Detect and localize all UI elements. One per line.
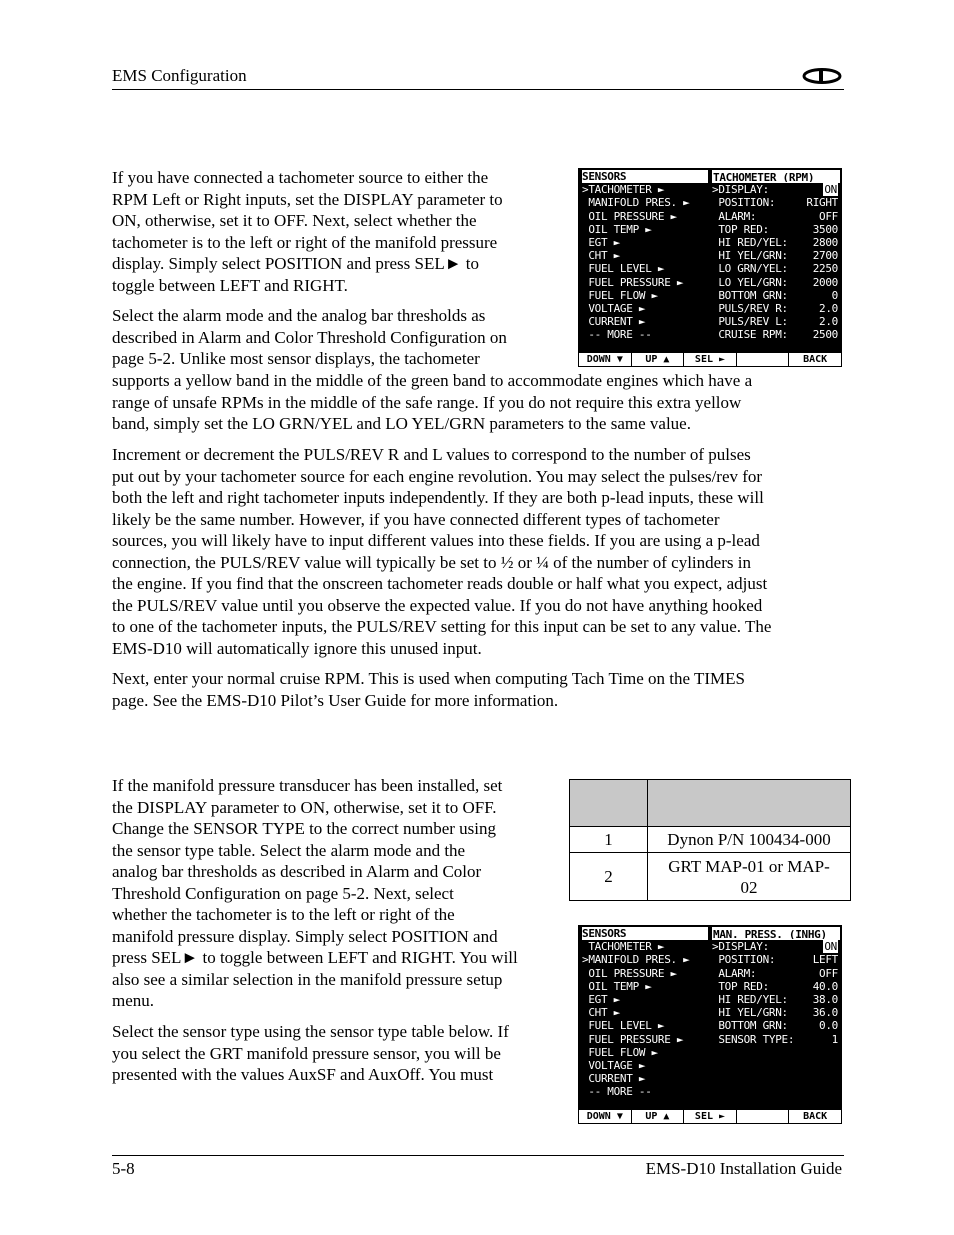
text-line: also see a similar selection in the manifold pressure setup (112, 969, 503, 989)
parameter-label: PULS/REV L: (712, 315, 788, 329)
panel-title: MAN. PRESS. (INHG) (712, 927, 840, 940)
page-footer (112, 1155, 844, 1178)
parameter-value: ON (824, 183, 837, 197)
menu-item: OIL PRESSURE ► (582, 209, 677, 223)
softkey-up: UP ▲ (632, 1109, 685, 1123)
parameter-label: POSITION: (712, 196, 776, 210)
parameter-value: RIGHT (806, 196, 838, 210)
text-line: whether the tachometer is to the left or right of the (112, 905, 455, 924)
text-line: described in Alarm and Color Threshold Configuration on (112, 327, 507, 347)
parameter-value: 3500 (812, 222, 838, 236)
dynon-logo-icon (802, 68, 842, 84)
menu-item: CHT ► (582, 1006, 620, 1020)
text-line: the PULS/REV value until you observe the expected value. If you do not have anything hooked (112, 595, 763, 615)
parameter-value: 2.0 (819, 301, 838, 315)
text-line: manifold pressure display. Simply select POSITION and (112, 926, 498, 946)
text-line: page 5-2. Unlike most sensor displays, the tachometer (112, 349, 480, 368)
parameter-row (712, 940, 840, 953)
menu-item: FUEL LEVEL ► (582, 1019, 665, 1033)
menu-item: -- MORE -- (582, 1085, 652, 1099)
parameter-value: LEFT (812, 953, 838, 967)
text-line: Next, enter your normal cruise RPM. This is used when computing Tach Time on the TIMES (112, 669, 745, 688)
parameter-row (712, 980, 840, 993)
tachometer-setup-screen (578, 168, 842, 367)
sensor-description: Dynon P/N 100434-000 (648, 827, 851, 853)
text-line: the sensor type table. Select the alarm mode and the (112, 840, 466, 860)
text-line: Select the alarm mode and the analog bar thresholds as (112, 306, 486, 325)
parameter-value: 38.0 (812, 992, 838, 1006)
softkey-bar (579, 1109, 841, 1123)
menu-item: OIL PRESSURE ► (582, 966, 677, 980)
menu-item: EGT ► (582, 992, 620, 1006)
page-number: 5-8 (112, 1159, 135, 1178)
sensors-menu (582, 170, 708, 341)
text-line: tachometer is to the left or right of the manifold pressure (112, 232, 498, 252)
text-line: EMS-D10 will automatically ignore this unused input. (112, 638, 482, 658)
menu-item: CURRENT ► (582, 315, 646, 329)
panel-title: TACHOMETER (RPM) (712, 170, 840, 183)
menu-item: VOLTAGE ► (582, 301, 646, 315)
parameter-row (712, 236, 840, 249)
parameter-label: HI YEL/GRN: (712, 1006, 788, 1020)
parameter-row (712, 262, 840, 275)
page-header (112, 64, 844, 90)
parameter-value: 1 (831, 1032, 838, 1046)
menu-item: >MANIFOLD PRES. ► (582, 953, 690, 967)
sensor-type-table (569, 779, 851, 901)
text-line: the DISPLAY parameter to ON, otherwise, set it to OFF. (112, 797, 497, 817)
text-line: Threshold Configuration on page 5-2. Next, select (112, 883, 454, 903)
softkey-sel: SEL ► (684, 352, 737, 366)
parameter-row (712, 223, 840, 236)
map-paragraph-2 (112, 1021, 509, 1086)
parameter-row (712, 210, 840, 223)
menu-item: CURRENT ► (582, 1072, 646, 1086)
parameter-row (712, 249, 840, 262)
softkey-down: DOWN ▼ (579, 1109, 632, 1123)
parameter-value: 0 (831, 288, 838, 302)
text-line: to one of the tachometer inputs, the PULS/REV setting for this input can be set to any value. The (112, 617, 772, 636)
parameter-label: POSITION: (712, 953, 776, 967)
parameter-label: BOTTOM GRN: (712, 1019, 788, 1033)
parameter-row (712, 183, 840, 196)
parameter-value: OFF (819, 209, 838, 223)
parameter-label: >DISPLAY: (712, 940, 769, 954)
manifold-pressure-parameters (712, 927, 840, 1046)
parameter-value: ON (824, 940, 837, 954)
text-line: display. Simply select POSITION and press SEL► to (112, 254, 480, 273)
menu-item: OIL TEMP ► (582, 979, 652, 993)
parameter-value: 2250 (812, 262, 838, 276)
menu-item: OIL TEMP ► (582, 222, 652, 236)
parameter-row (712, 315, 840, 328)
text-line: If you have connected a tachometer source to either the (112, 168, 489, 187)
parameter-row (712, 993, 840, 1006)
tach-paragraph-4 (112, 668, 745, 711)
softkey-blank (737, 1109, 790, 1123)
text-line: analog bar thresholds as described in Alarm and Color (112, 862, 482, 881)
parameter-label: ALARM: (712, 966, 757, 980)
parameter-row (712, 967, 840, 980)
softkey-bar (579, 352, 841, 366)
parameter-label: PULS/REV R: (712, 301, 788, 315)
parameter-label: >DISPLAY: (712, 183, 769, 197)
parameter-value: 2.0 (819, 315, 838, 329)
parameter-label: TOP RED: (712, 979, 769, 993)
menu-item: FUEL LEVEL ► (582, 262, 665, 276)
text-line: you select the GRT manifold pressure sensor, you will be (112, 1043, 501, 1063)
parameter-label: TOP RED: (712, 222, 769, 236)
menu-item: FUEL PRESSURE ► (582, 1032, 684, 1046)
menu-item: -- MORE -- (582, 328, 652, 342)
parameter-label: SENSOR TYPE: (712, 1032, 795, 1046)
softkey-up: UP ▲ (632, 352, 685, 366)
tach-paragraph-1 (112, 167, 503, 296)
parameter-row (712, 953, 840, 966)
guide-title: EMS-D10 Installation Guide (645, 1159, 842, 1178)
section-title: EMS Configuration (112, 66, 247, 85)
parameter-label: HI RED/YEL: (712, 235, 788, 249)
sensor-description: GRT MAP-01 or MAP- 02 (648, 853, 851, 901)
table-row (570, 827, 851, 853)
menu-item: FUEL PRESSURE ► (582, 275, 684, 289)
text-line: likely be the same number. However, if you have connected different types of tachometer (112, 509, 720, 529)
text-line: Select the sensor type using the sensor type table below. If (112, 1022, 509, 1041)
menu-title: SENSORS (582, 927, 708, 940)
menu-title: SENSORS (582, 170, 708, 183)
table-header-row (570, 780, 851, 827)
parameter-value: OFF (819, 966, 838, 980)
text-line: Increment or decrement the PULS/REV R and L values to correspond to the number of pulses (112, 445, 751, 464)
text-line: put out by your tachometer source for each engine revolution. You may select the pulses/rev for (112, 466, 763, 486)
menu-item: MANIFOLD PRES. ► (582, 196, 690, 210)
tach-paragraph-2 (112, 305, 507, 370)
parameter-label: HI YEL/GRN: (712, 249, 788, 263)
softkey-back: BACK (789, 1109, 841, 1123)
menu-item: CHT ► (582, 249, 620, 263)
parameter-value: 0.0 (819, 1019, 838, 1033)
parameter-label: LO GRN/YEL: (712, 262, 788, 276)
parameter-label: ALARM: (712, 209, 757, 223)
manifold-pressure-setup-screen (578, 925, 842, 1124)
menu-item: >TACHOMETER ► (582, 183, 665, 197)
text-line: If the manifold pressure transducer has been installed, set (112, 776, 503, 795)
text-line: presented with the values AuxSF and AuxOff. You must (112, 1065, 494, 1084)
parameter-value: 2700 (812, 249, 838, 263)
text-line: RPM Left or Right inputs, set the DISPLAY parameter to (112, 189, 503, 209)
parameter-label: LO YEL/GRN: (712, 275, 788, 289)
parameter-label: HI RED/YEL: (712, 992, 788, 1006)
tach-paragraph-2-continued (112, 370, 752, 435)
tach-paragraph-3 (112, 444, 771, 659)
menu-item: FUEL FLOW ► (582, 1045, 658, 1059)
text-line: Change the SENSOR TYPE to the correct number using (112, 819, 497, 838)
menu-item: TACHOMETER ► (582, 940, 665, 954)
sensor-type-number: 1 (570, 827, 648, 853)
parameter-value: 2500 (812, 328, 838, 342)
map-paragraph-1 (112, 775, 518, 1012)
softkey-down: DOWN ▼ (579, 352, 632, 366)
sensor-type-number: 2 (570, 853, 648, 901)
parameter-row (712, 276, 840, 289)
parameter-row (712, 1033, 840, 1046)
text-line: range of unsafe RPMs in the middle of the safe range. If you do not require this extra yellow (112, 392, 742, 412)
parameter-row (712, 196, 840, 209)
parameter-value: 36.0 (812, 1006, 838, 1020)
parameter-value: 2000 (812, 275, 838, 289)
text-line: connection, the PULS/REV value will typically be set to ½ or ¼ of the number of cylinders in (112, 552, 751, 572)
menu-item: FUEL FLOW ► (582, 288, 658, 302)
sensors-menu (582, 927, 708, 1098)
text-line: toggle between LEFT and RIGHT. (112, 275, 348, 295)
text-line: the engine. If you find that the onscreen tachometer reads double or half what you expect, adjust (112, 574, 768, 593)
softkey-back: BACK (789, 352, 841, 366)
parameter-row (712, 1019, 840, 1032)
text-line: press SEL► to toggle between LEFT and RIGHT. You will (112, 948, 518, 967)
text-line: both the left and right tachometer inputs independently. If they are both p-lead inputs, these will (112, 488, 764, 507)
text-line: sources, you will likely have to input different values into these fields. If you are using a p-lead (112, 531, 760, 550)
tachometer-parameters (712, 170, 840, 341)
table-row (570, 853, 851, 901)
parameter-row (712, 328, 840, 341)
text-line: menu. (112, 991, 155, 1010)
menu-item: VOLTAGE ► (582, 1058, 646, 1072)
menu-item: EGT ► (582, 235, 620, 249)
text-line: band, simply set the LO GRN/YEL and LO YEL/GRN parameters to the same value. (112, 414, 691, 433)
text-line: supports a yellow band in the middle of the green band to accommodate engines which have a (112, 371, 753, 390)
parameter-value: 40.0 (812, 979, 838, 993)
parameter-row (712, 302, 840, 315)
text-line: ON, otherwise, set it to OFF. Next, select whether the (112, 211, 477, 230)
text-line: page. See the EMS-D10 Pilot’s User Guide for more information. (112, 690, 559, 710)
softkey-sel: SEL ► (684, 1109, 737, 1123)
parameter-label: CRUISE RPM: (712, 328, 788, 342)
parameter-row (712, 289, 840, 302)
parameter-label: BOTTOM GRN: (712, 288, 788, 302)
softkey-blank (737, 352, 790, 366)
parameter-row (712, 1006, 840, 1019)
parameter-value: 2800 (812, 235, 838, 249)
